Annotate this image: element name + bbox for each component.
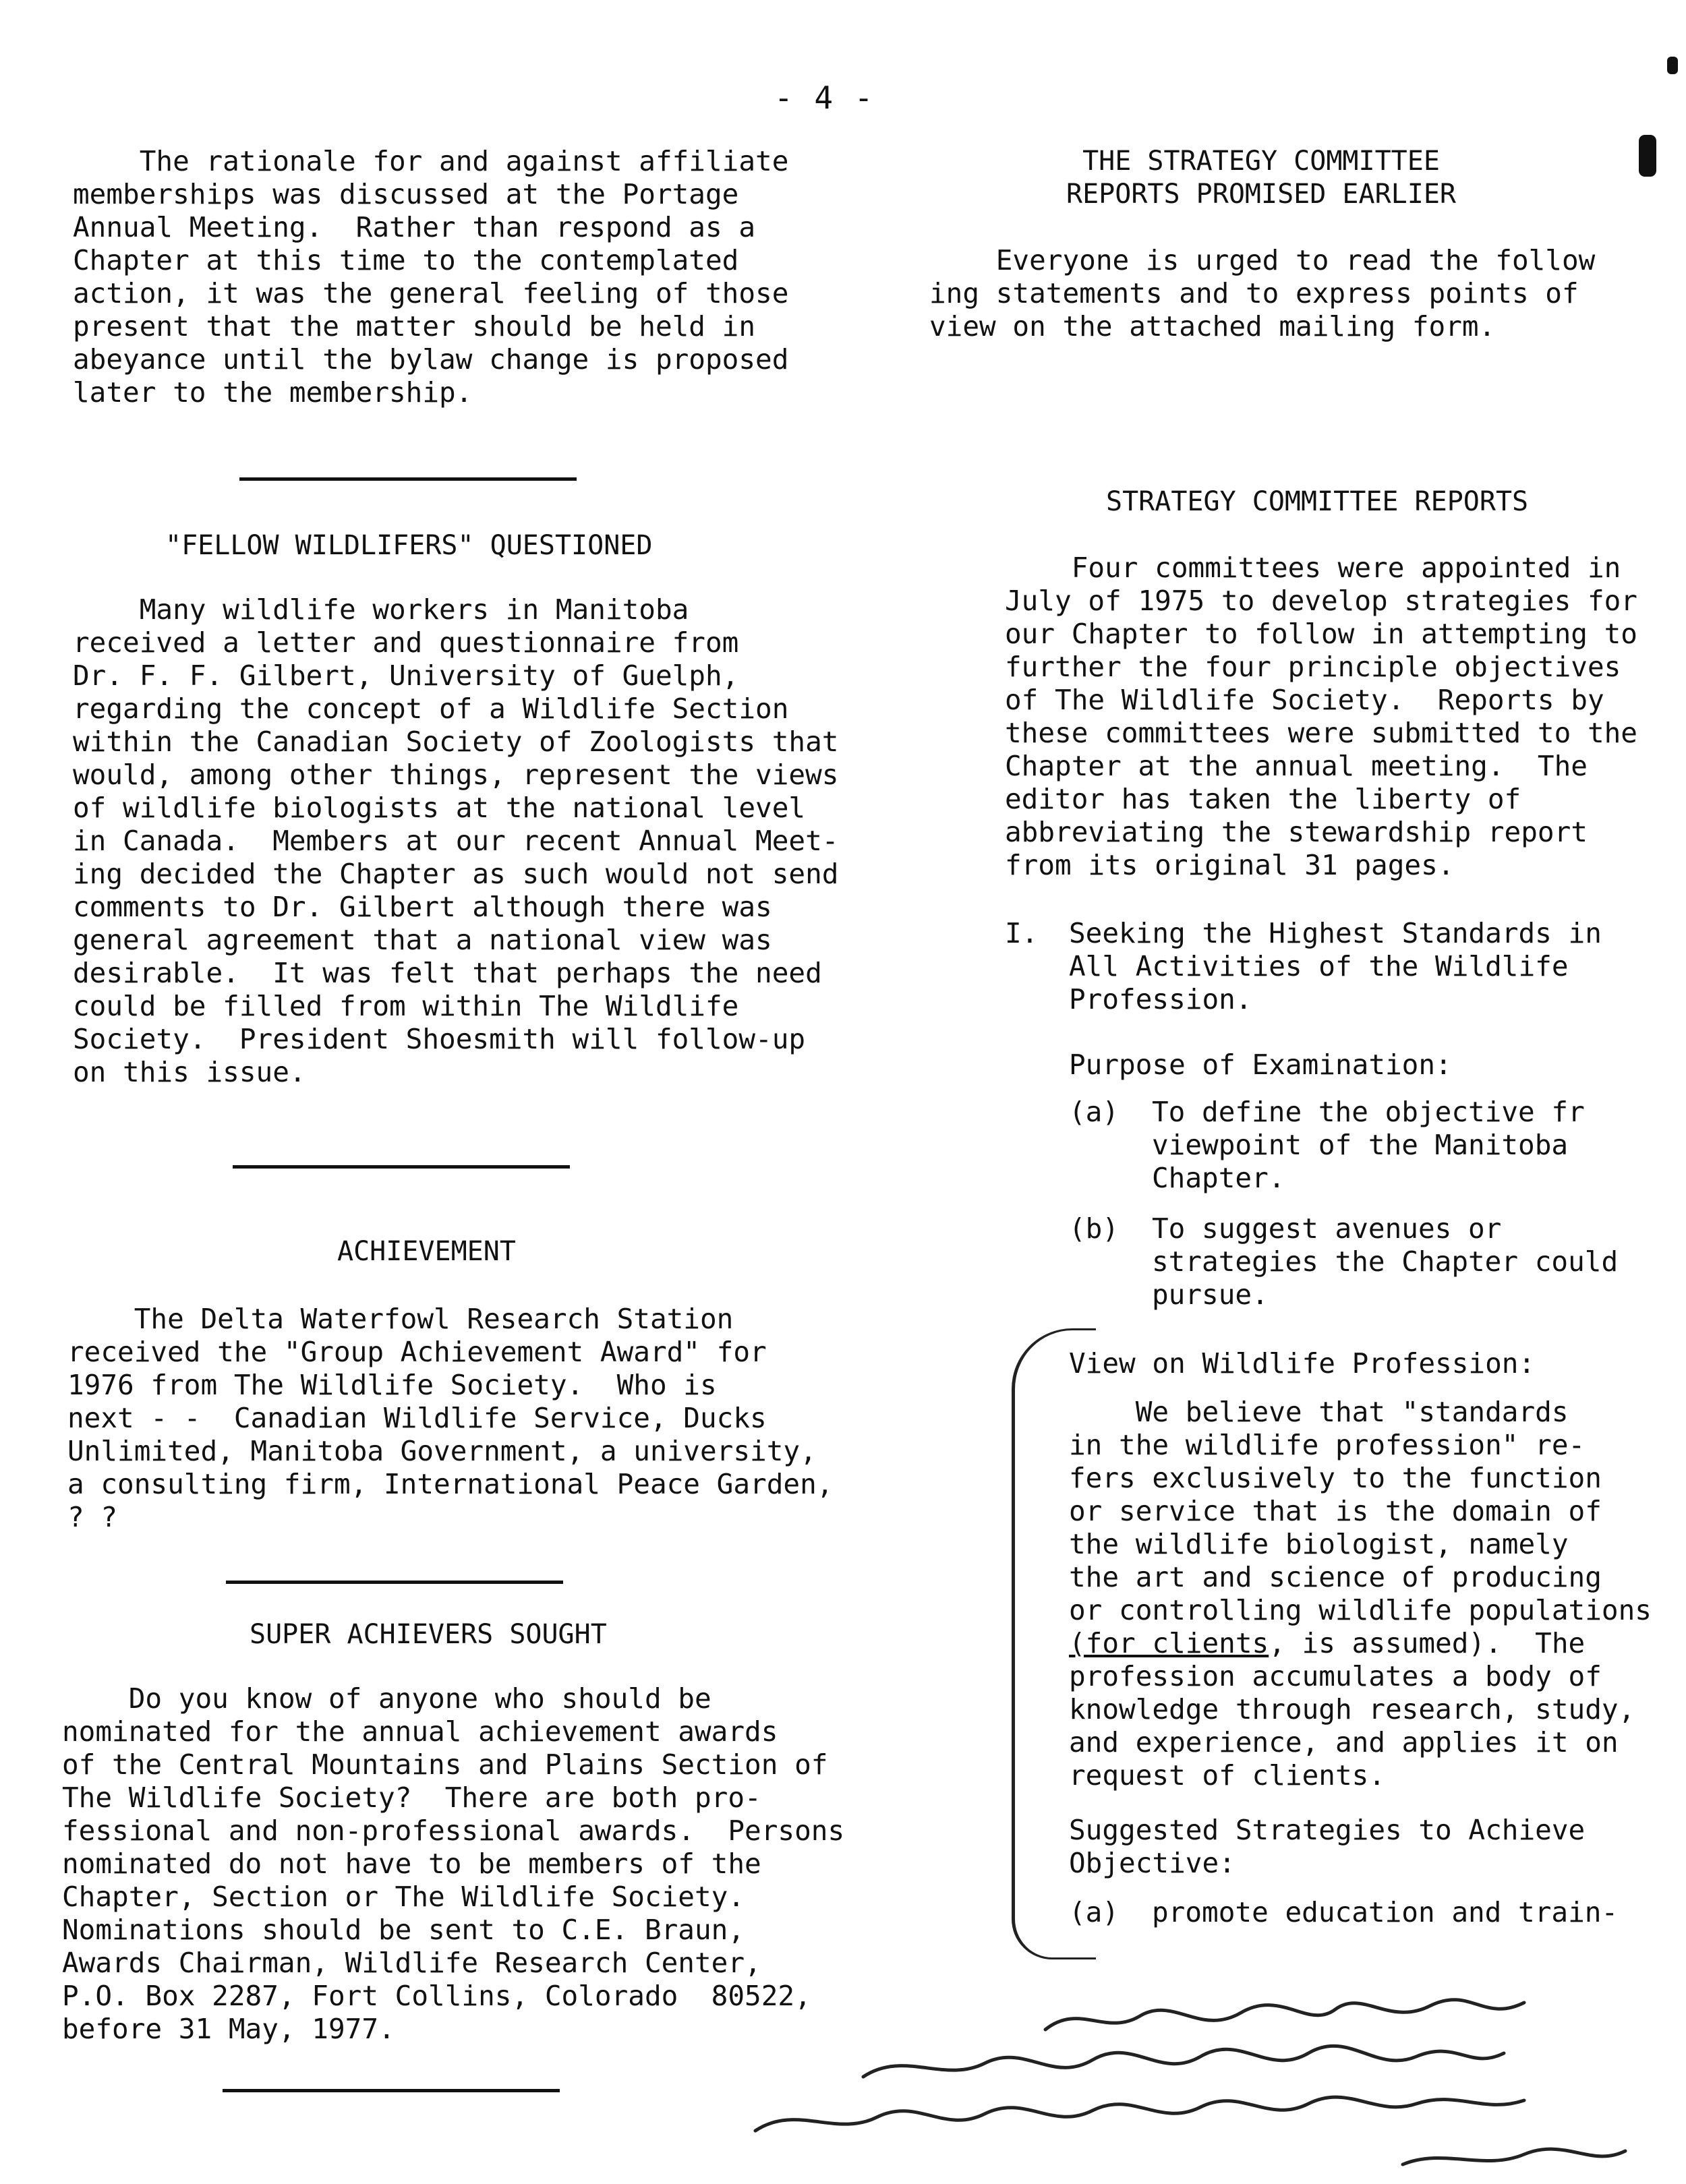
view-paragraph: We believe that "standards in the wildlife profession" re- fers exclusively to the function or service that is the domain of the wildlife biologist, namely the art and science of producing or controlling wildlife populations (for clients, is assumed). The profession accumulates a body of knowledge through research, study, and experience, and applies it on request of clients. bbox=[1069, 1396, 1652, 1792]
divider bbox=[226, 1581, 563, 1584]
affiliate-paragraph: The rationale for and against affiliate memberships was discussed at the Portage Annual Meeting. Rather than respond as a Chapter at this time to the contemplated action, it was the general feeling of those present that the matter should be held in abeyance until the bylaw change is proposed later to the membership. bbox=[73, 145, 789, 409]
purpose-b-key: (b) bbox=[1069, 1212, 1120, 1245]
divider bbox=[223, 2089, 560, 2092]
heading-super-achievers: SUPER ACHIEVERS SOUGHT bbox=[250, 1619, 607, 1650]
ink-mark bbox=[1639, 135, 1656, 177]
purpose-label: Purpose of Examination: bbox=[1069, 1049, 1452, 1081]
fellow-wildlifers-paragraph: Many wildlife workers in Manitoba received a letter and questionnaire from Dr. F. F. Gilbert, University of Guelph, regarding the concept of a Wildlife Section within the Canadian Society of Zoologists that would, among other things, represent the views of wildlife biologists at the national level in Canada. Members at our recent Annual Meet- ing decided the Chapter as such would not send comments to Dr. Gilbert although there was general agreement that a national view was desirable. It was felt that perhaps the need could be filled from within The Wildlife Society. President Shoesmith will follow-up on this issue. bbox=[73, 593, 839, 1088]
divider bbox=[239, 477, 577, 481]
purpose-a-text: To define the objective fr viewpoint of the Manitoba Chapter. bbox=[1152, 1096, 1585, 1194]
strategy-a-text: promote education and train- bbox=[1152, 1896, 1619, 1928]
view-label: View on Wildlife Profession: bbox=[1069, 1347, 1536, 1380]
ink-mark bbox=[1667, 57, 1678, 74]
purpose-b-text: To suggest avenues or strategies the Chapter could pursue. bbox=[1152, 1212, 1619, 1311]
underlined-for-clients: (for clients bbox=[1069, 1627, 1269, 1659]
item-number: I. bbox=[1005, 917, 1039, 949]
strategy-reports-paragraph: Four committees were appointed in July of 1975 to develop strategies for our Chapter to follow in attempting to further the four principle objectives of The Wildlife Society. Reports by these committees were submitted to the Chapter at the annual meeting. The editor has taken the liberty of abbreviating the stewardship report from its original 31 pages. bbox=[1005, 552, 1637, 881]
purpose-a-key: (a) bbox=[1069, 1096, 1120, 1128]
divider bbox=[233, 1165, 570, 1169]
super-achievers-paragraph: Do you know of anyone who should be nominated for the annual achievement awards of the Central Mountains and Plains Section of The Wildlife Society? There are both pro- fessional and non-professional awards. Persons nominated do not have to be members of the Chapter, Section or The Wildlife Society. Nominations should be sent to C.E. Braun, Awards Chairman, Wildlife Research Center, P.O. Box 2287, Fort Collins, Colorado 80522, before 31 May, 1977. bbox=[62, 1682, 845, 2045]
heading-achievement: ACHIEVEMENT bbox=[337, 1236, 516, 1267]
item-title: Seeking the Highest Standards in All Activities of the Wildlife Profession. bbox=[1069, 917, 1602, 1015]
heading-reports-promised: THE STRATEGY COMMITTEE REPORTS PROMISED EARLIER bbox=[1066, 146, 1456, 210]
reports-promised-paragraph: Everyone is urged to read the follow ing statements and to express points of view on the attached mailing form. bbox=[929, 244, 1596, 343]
strategies-label: Suggested Strategies to Achieve Objective: bbox=[1069, 1814, 1586, 1879]
heading-fellow-wildlifers: "FELLOW WILDLIFERS" QUESTIONED bbox=[165, 530, 653, 561]
handwritten-annotation bbox=[728, 1989, 1686, 2181]
page-number: - 4 - bbox=[774, 80, 875, 116]
strategy-a-key: (a) bbox=[1069, 1896, 1120, 1928]
heading-strategy-reports: STRATEGY COMMITTEE REPORTS bbox=[1106, 486, 1529, 517]
achievement-paragraph: The Delta Waterfowl Research Station received the "Group Achievement Award" for 1976 from The Wildlife Society. Who is next - - Canadian Wildlife Service, Ducks Unlimited, Manitoba Government, a university, a consulting firm, International Peace Garden, ? ? bbox=[67, 1303, 834, 1533]
